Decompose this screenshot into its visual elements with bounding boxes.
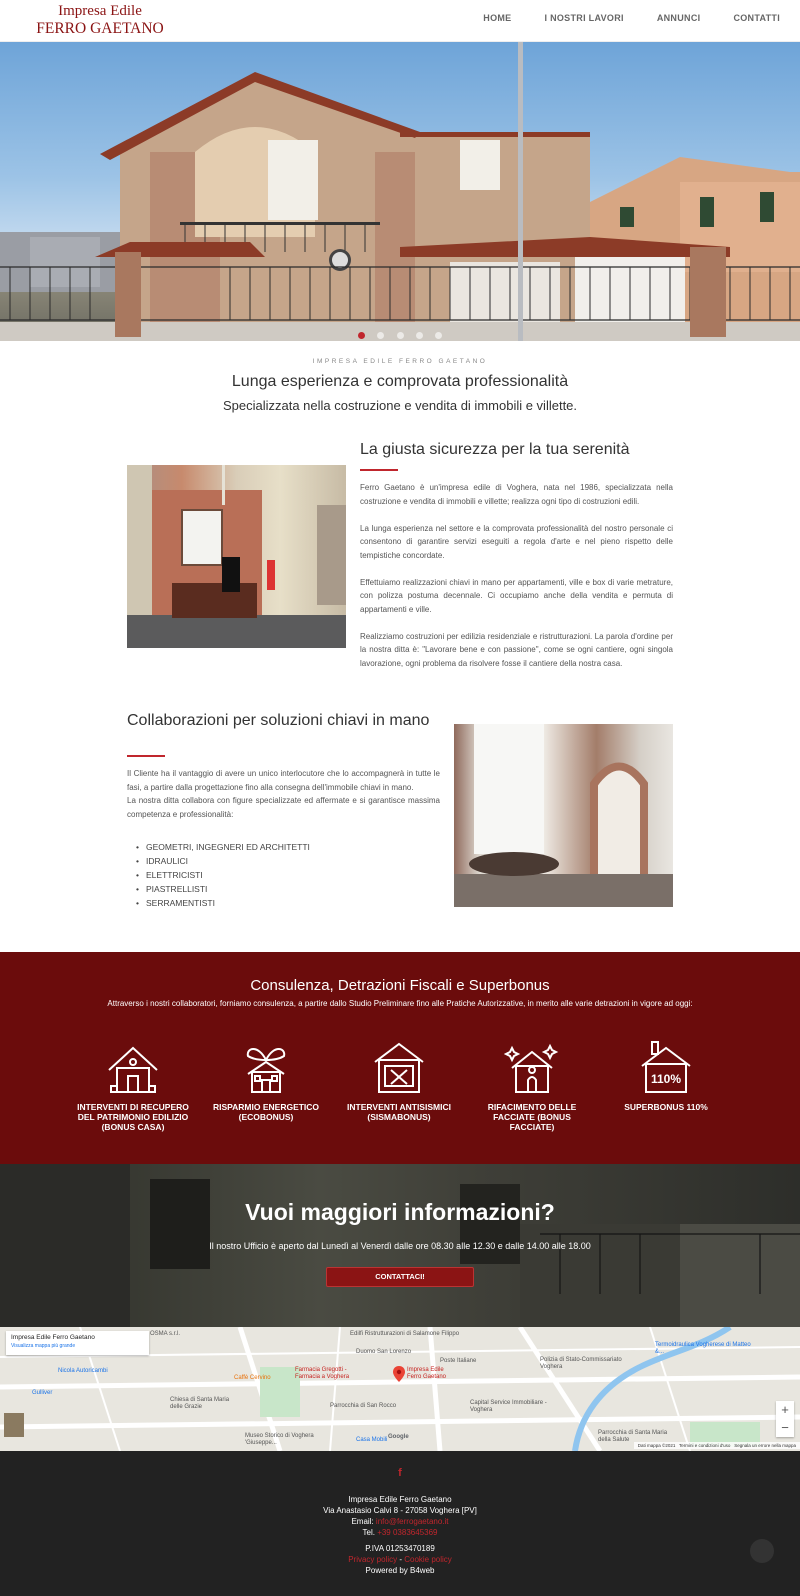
section2-paragraph: La nostra ditta collabora con figure specializzate ed affermate e si garantisce massima competenza e professionalità: xyxy=(127,796,440,819)
footer-tel-label: Tel. xyxy=(362,1528,375,1537)
map-larger-link[interactable]: Visualizza mappa più grande xyxy=(11,1343,76,1349)
map-label: Polizia di Stato-Commissariato Voghera xyxy=(540,1357,622,1370)
footer-piva: P.IVA 01253470189 xyxy=(365,1544,435,1553)
interior-image xyxy=(454,724,673,907)
list-item: • ELETTRICISTI xyxy=(146,868,310,882)
service-label: RISPARMIO ENERGETICO (ECOBONUS) xyxy=(212,1102,320,1122)
map-label: Casa Mobili xyxy=(356,1437,388,1443)
service-superbonus xyxy=(606,1040,726,1112)
footer-company: Impresa Edile Ferro Gaetano xyxy=(348,1495,452,1504)
sparkle-house-icon xyxy=(504,1040,560,1096)
map-pin-label: Impresa Edile Ferro Gaetano xyxy=(407,1367,447,1380)
section1-paragraph: Realizziamo costruzioni per edilizia residenziale e ristrutturazioni. La parola d'ordine per la nostra ditta è: "Lavorare bene e con passione", come se ogni cantiere, ogni singola lavorazione, ogni problema da risolvere fosse il cantiere della nostra casa. xyxy=(360,631,673,668)
collaborators-list xyxy=(146,840,310,910)
intro-title: Lunga esperienza e comprovata professionalità xyxy=(231,373,569,390)
site-header xyxy=(0,0,800,42)
map-data-credit: Dati mappa ©2021 xyxy=(637,1443,676,1448)
tools-house-icon xyxy=(371,1040,427,1096)
nav-lavori[interactable]: I NOSTRI LAVORI xyxy=(544,13,624,23)
contact-button[interactable]: CONTATTACI! xyxy=(326,1267,474,1287)
cta-subtitle: Il nostro Ufficio è aperto dal Lunedì al Venerdì dalle ore 08.30 alle 12.30 e dalle 14.00 alle 18.00 xyxy=(209,1241,591,1251)
list-item: • PIASTRELLISTI xyxy=(146,882,310,896)
zoom-in-button[interactable]: + xyxy=(781,1402,789,1417)
map-footer xyxy=(634,1442,800,1449)
service-label: INTERVENTI DI RECUPERO DEL PATRIMONIO EDILIZIO (BONUS CASA) xyxy=(77,1102,189,1132)
intro-kicker: IMPRESA EDILE FERRO GAETANO xyxy=(312,358,488,365)
map-label: Capital Service Immobiliare - Voghera xyxy=(470,1400,547,1413)
site-logo[interactable] xyxy=(32,3,168,37)
slider-dot-1[interactable] xyxy=(358,332,365,339)
superbonus-badge-text: 110% xyxy=(650,1072,682,1086)
footer-email-label: Email: xyxy=(351,1517,374,1526)
map-zoom-control xyxy=(776,1401,794,1437)
service-label: INTERVENTI ANTISISMICI (SISMABONUS) xyxy=(347,1102,451,1122)
section1-divider xyxy=(360,469,398,471)
map-label: Museo Storico di Voghera 'Giuseppe... xyxy=(245,1433,314,1446)
map-label: Caffè Cervino xyxy=(234,1375,271,1381)
percent-house-icon xyxy=(638,1040,694,1096)
service-label: RIFACIMENTO DELLE FACCIATE (BONUS FACCIATE) xyxy=(487,1102,577,1132)
band-title: Consulenza, Detrazioni Fiscali e Superbonus xyxy=(250,977,550,994)
nav-contatti[interactable]: CONTATTI xyxy=(733,13,780,23)
map-label: Gulliver xyxy=(32,1390,53,1396)
map-label: Edilfi Ristrutturazioni di Salamone Filippo xyxy=(350,1331,460,1337)
section2-divider xyxy=(127,755,165,757)
privacy-policy-link[interactable]: Privacy policy xyxy=(348,1555,398,1564)
slider-dot-2[interactable] xyxy=(377,332,384,339)
section1-paragraph: Ferro Gaetano è un'impresa edile di Voghera, nata nel 1986, specializzata nella costruzione e vendita di immobili e villette; realizza ogni tipo di costruzioni edili. xyxy=(360,483,673,506)
map-label: OSMA s.r.l. xyxy=(150,1331,181,1337)
footer-tel-link[interactable]: +39 0383645369 xyxy=(377,1528,438,1537)
map-label: Termoidraulica Vogherese di Matteo &... xyxy=(655,1342,751,1355)
map-info-card xyxy=(6,1331,149,1355)
policy-separator: - xyxy=(397,1555,405,1564)
service-bonus-facciate xyxy=(472,1040,592,1132)
intro-subtitle: Specializzata nella costruzione e vendita di immobili e villette. xyxy=(222,398,578,413)
footer-policies xyxy=(0,1555,800,1564)
zoom-out-button[interactable]: − xyxy=(781,1420,789,1435)
map-report-link[interactable]: Segnala un errore nella mappa xyxy=(734,1443,796,1448)
map-label: Parrocchia di Santa Maria della Salute xyxy=(598,1430,668,1443)
slider-dots xyxy=(0,326,800,341)
nav-annunci[interactable]: ANNUNCI xyxy=(656,13,701,23)
section1-paragraph: La lunga esperienza nel settore e la comprovata professionalità del nostro personale ci consentono di garantire servizi eseguiti a regola d'arte e nel pieno rispetto delle tempistiche concordate. xyxy=(360,523,673,560)
service-label: SUPERBONUS 110% xyxy=(624,1102,708,1112)
slider-dot-5[interactable] xyxy=(435,332,442,339)
section1-title: La giusta sicurezza per la tua serenità xyxy=(360,441,630,458)
map-label: Duomo San Lorenzo xyxy=(356,1349,412,1355)
cookie-policy-link[interactable]: Cookie policy xyxy=(404,1555,452,1564)
band-subtitle: Attraverso i nostri collaboratori, forniamo consulenza, a partire dallo Studio Preliminare fino alle Pratiche Autorizzative, in merito alle varie detrazioni in vigore ad oggi: xyxy=(107,999,693,1008)
nav-home[interactable]: HOME xyxy=(483,13,512,23)
list-item: • IDRAULICI xyxy=(146,854,310,868)
footer-tel-row xyxy=(0,1528,800,1537)
map-pin-icon[interactable] xyxy=(393,1366,405,1382)
service-bonus-casa xyxy=(73,1040,193,1132)
section2-title: Collaborazioni per soluzioni chiavi in mano xyxy=(127,712,430,729)
map-label: Nicola Autoricambi xyxy=(58,1368,108,1374)
section1-paragraph: Effettuiamo realizzazioni chiavi in mano per appartamenti, ville e box di varie metrature, con polizza postuma decennale. Ci occupiamo anche della vendita e permuta di appartamenti e ville. xyxy=(360,577,673,614)
footer-address: Via Anastasio Calvi 8 - 27058 Voghera [PV] xyxy=(323,1506,477,1515)
map-terms-link[interactable]: Termini e condizioni d'uso xyxy=(679,1443,731,1448)
map-label: Parrocchia di San Rocco xyxy=(330,1403,397,1409)
section1-text xyxy=(360,481,673,684)
footer-email-link[interactable]: info@ferrogaetano.it xyxy=(375,1517,449,1526)
office-image xyxy=(127,465,346,648)
eco-house-icon xyxy=(238,1040,294,1096)
section2-text xyxy=(127,767,440,821)
service-ecobonus xyxy=(206,1040,326,1122)
map-card-title: Impresa Edile Ferro Gaetano xyxy=(11,1334,95,1341)
facebook-icon[interactable]: f xyxy=(398,1467,402,1479)
service-sismabonus xyxy=(339,1040,459,1122)
map-label: Farmacia Gregotti - Farmacia a Voghera xyxy=(295,1367,350,1380)
scroll-top-button[interactable] xyxy=(750,1539,774,1563)
slider-dot-4[interactable] xyxy=(416,332,423,339)
map-label: Poste Italiane xyxy=(440,1358,477,1364)
powered-by-link[interactable]: Powered by B4web xyxy=(365,1566,435,1575)
hero-house-image xyxy=(0,42,800,341)
house-icon xyxy=(105,1040,161,1096)
cta-title: Vuoi maggiori informazioni? xyxy=(245,1199,555,1225)
logo-line-2: FERRO GAETANO xyxy=(36,20,164,37)
section2-paragraph: Il Cliente ha il vantaggio di avere un unico interlocutore che lo accompagnerà in tutte le fasi, a partire dalla progettazione fino alla consegna dell'immobile chiavi in mano. xyxy=(127,769,440,792)
list-item: • GEOMETRI, INGEGNERI ED ARCHITETTI xyxy=(146,840,310,854)
hero-slider[interactable] xyxy=(0,42,800,341)
map-label: Chiesa di Santa Maria delle Grazie xyxy=(170,1397,230,1410)
google-logo: Google xyxy=(388,1434,409,1440)
list-item: • SERRAMENTISTI xyxy=(146,896,310,910)
logo-line-1: Impresa Edile xyxy=(58,3,142,19)
main-nav xyxy=(483,13,780,23)
footer-email-row xyxy=(0,1517,800,1526)
slider-dot-3[interactable] xyxy=(397,332,404,339)
